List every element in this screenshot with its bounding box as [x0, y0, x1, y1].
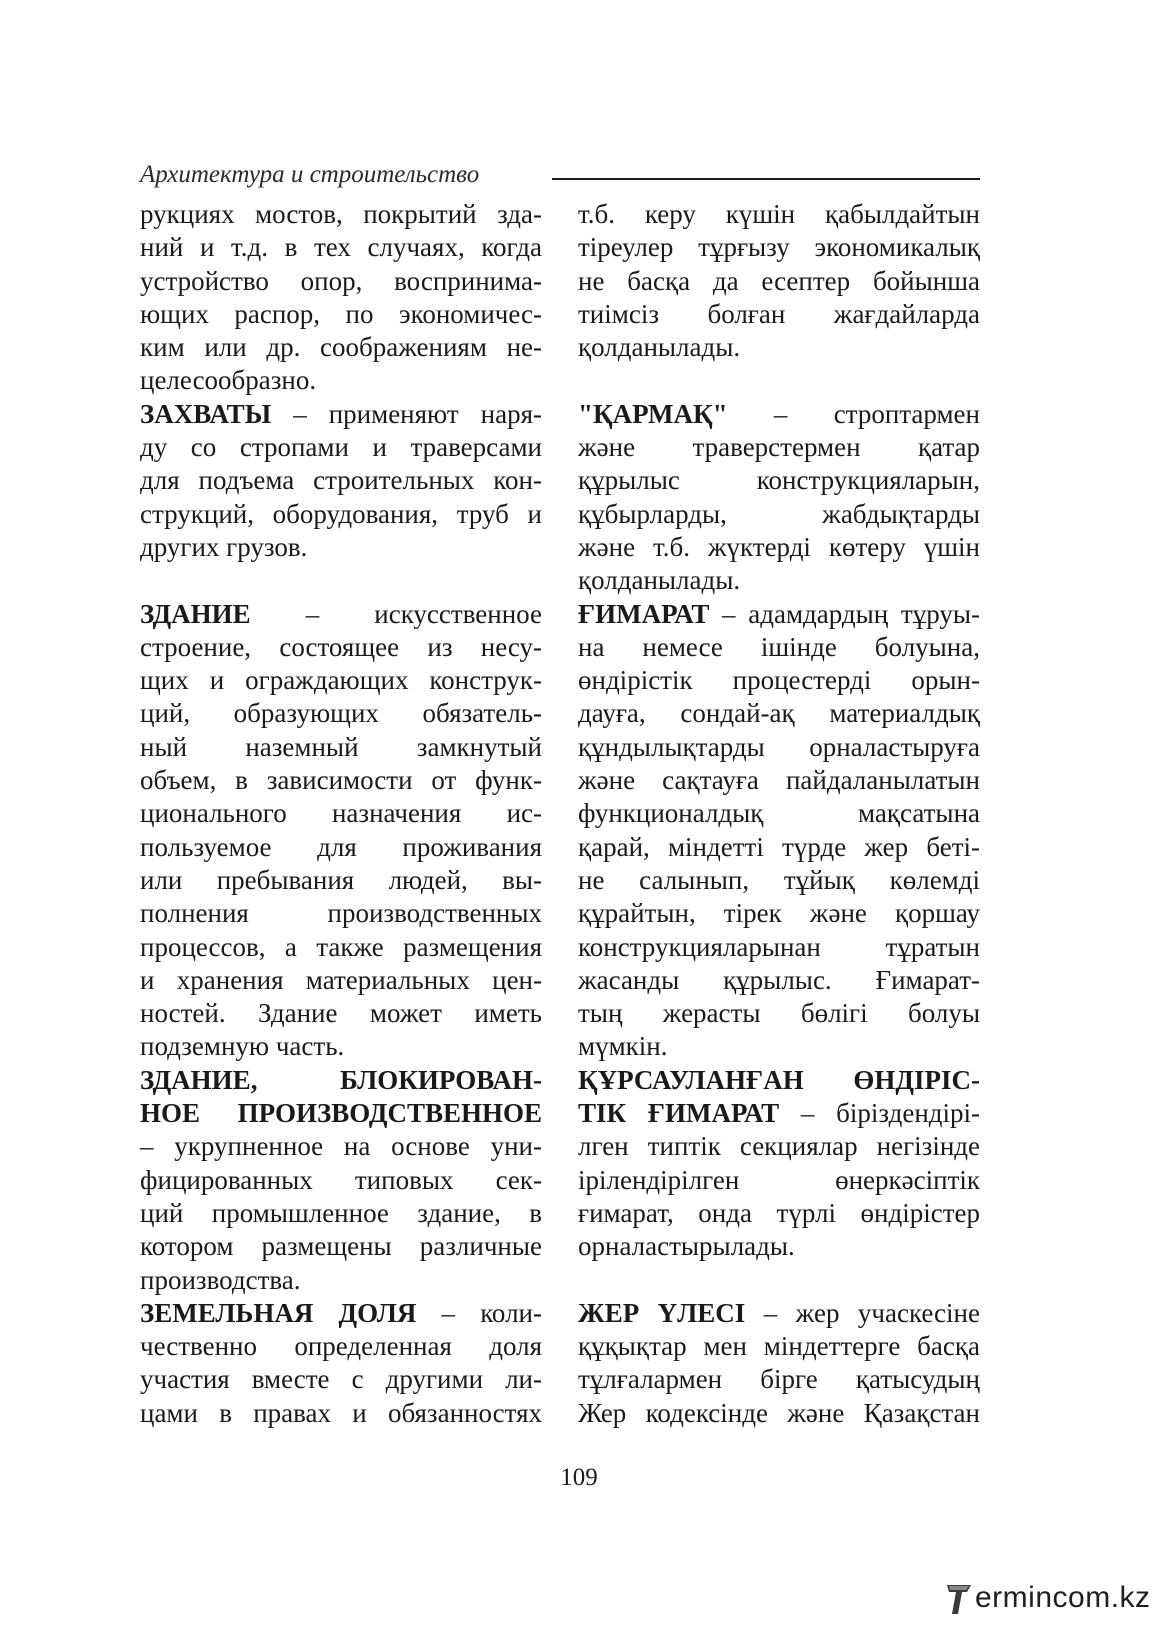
line-text: цами в правах и обязанностях	[140, 1397, 542, 1428]
line-text: струкций, оборудования, труб и	[140, 498, 542, 529]
text-line	[578, 797, 980, 830]
text-line	[140, 797, 542, 830]
line-text: қолданылады.	[578, 565, 741, 596]
text-line	[578, 964, 980, 997]
text-line	[140, 1030, 542, 1063]
running-header-title: Архитектура и строительство	[140, 161, 480, 188]
line-text: ностей. Здание может иметь	[140, 998, 542, 1029]
text-line	[578, 464, 980, 497]
text-line	[140, 997, 542, 1030]
line-text: ций промышленное здание, в	[140, 1197, 542, 1228]
line-text: и хранения материальных цен-	[140, 964, 542, 995]
text-line	[140, 598, 542, 631]
line-text: пользуемое для проживания	[140, 831, 542, 862]
text-line	[578, 498, 980, 531]
text-line	[578, 731, 980, 764]
watermark	[945, 1578, 1151, 1622]
text-line	[140, 1264, 542, 1297]
text-line	[140, 364, 542, 397]
text-line	[578, 1297, 980, 1330]
line-text: – укрупненное на основе уни-	[140, 1131, 542, 1162]
line-text: не салынып, тұйық көлемді	[578, 864, 980, 895]
term-heading: ТІК ҒИМАРАТ	[578, 1098, 780, 1129]
line-text: тұлғалармен бірге қатысудың	[578, 1364, 980, 1395]
text-line	[140, 498, 542, 531]
text-line	[578, 1363, 980, 1396]
line-text: құбырларды, жабдықтарды	[578, 498, 980, 529]
line-text: қолданылады.	[578, 332, 741, 363]
line-text: подземную часть.	[140, 1031, 345, 1062]
line-text: рукциях мостов, покрытий зда-	[140, 199, 542, 229]
line-text: өндірістік процестерді орын-	[578, 665, 980, 696]
paragraph-gap	[578, 1264, 980, 1297]
term-heading: "ҚАРМАҚ"	[578, 398, 728, 429]
term-heading: ҚҰРСАУЛАНҒАН ӨНДІРІС-	[578, 1064, 980, 1095]
line-text: устройство опор, воспринима-	[140, 265, 542, 296]
text-line	[140, 1330, 542, 1363]
text-line	[578, 1130, 980, 1163]
text-line	[578, 1097, 980, 1130]
text-line	[140, 1064, 542, 1097]
page-number: 109	[560, 1464, 598, 1491]
text-line	[140, 1230, 542, 1263]
text-line	[140, 531, 542, 564]
line-text: ций, образующих обязатель-	[140, 698, 542, 729]
running-header	[140, 158, 980, 198]
line-text: құрайтын, тірек және қоршау	[578, 898, 980, 929]
term-heading: ЗЕМЕЛЬНАЯ ДОЛЯ	[140, 1297, 417, 1328]
line-text: – искусственное	[250, 598, 542, 629]
line-text: котором размещены различные	[140, 1231, 542, 1262]
line-text: – коли-	[416, 1297, 542, 1328]
left-column	[140, 198, 542, 1430]
text-line	[578, 1030, 980, 1063]
text-line	[140, 631, 542, 664]
line-text: участия вместе с другими ли-	[140, 1364, 542, 1395]
line-text: ғимарат, онда түрлі өндірістер	[578, 1197, 980, 1228]
line-text: ный наземный замкнутый	[140, 731, 542, 762]
text-line	[140, 1363, 542, 1396]
line-text: дауға, сондай-ақ материалдық	[578, 698, 980, 729]
line-text: ірілендірілген өнеркәсіптік	[578, 1164, 980, 1195]
text-line	[578, 1064, 980, 1097]
line-text: фицированных типовых сек-	[140, 1164, 542, 1195]
text-line	[578, 664, 980, 697]
text-line	[578, 931, 980, 964]
line-text: Жер кодексінде және Қазақстан	[578, 1397, 980, 1428]
term-heading: ҒИМАРАТ	[578, 598, 710, 629]
line-text: – строптармен	[727, 398, 980, 429]
paragraph-gap	[140, 564, 542, 597]
text-line	[140, 431, 542, 464]
text-line	[578, 864, 980, 897]
line-text: других грузов.	[140, 531, 308, 562]
line-text: және траверстермен қатар	[578, 432, 980, 463]
line-text: тың жерасты бөлігі болуы	[578, 998, 980, 1029]
text-line	[140, 1397, 542, 1430]
line-text: функционалдық мақсатына	[578, 798, 980, 829]
text-line	[140, 864, 542, 897]
text-line	[140, 398, 542, 431]
text-line	[578, 431, 980, 464]
line-text: для подъема строительных кон-	[140, 465, 542, 496]
text-line	[578, 231, 980, 264]
text-line	[578, 531, 980, 564]
text-line	[140, 764, 542, 797]
line-text: чественно определенная доля	[140, 1331, 542, 1362]
text-line	[578, 1230, 980, 1263]
line-text: т.б. керу күшін қабылдайтын	[578, 199, 980, 229]
text-line	[140, 265, 542, 298]
line-text: құндылықтарды орналастыруға	[578, 731, 980, 762]
watermark-text: ermincom.kz	[975, 1581, 1151, 1614]
line-text: құқықтар мен міндеттерге басқа	[578, 1331, 980, 1362]
line-text: конструкцияларынан тұратын	[578, 931, 980, 962]
line-text: – применяют наря-	[271, 398, 542, 429]
text-line	[140, 697, 542, 730]
line-text: ким или др. соображениям не-	[140, 332, 542, 363]
line-text: мүмкін.	[578, 1031, 668, 1062]
text-line	[140, 1297, 542, 1330]
text-line	[578, 265, 980, 298]
line-text: тіреулер тұрғызу экономикалық	[578, 232, 980, 263]
term-heading: ЗАХВАТЫ	[140, 398, 272, 429]
text-line	[578, 697, 980, 730]
text-line	[578, 598, 980, 631]
line-text: жасанды құрылыс. Ғимарат-	[578, 964, 980, 995]
text-line	[578, 1397, 980, 1430]
line-text: на немесе ішінде болуына,	[578, 631, 980, 662]
line-text: ющих распор, по экономичес-	[140, 298, 542, 329]
line-text: – біріздендірі-	[779, 1098, 980, 1129]
term-heading: ЗДАНИЕ	[140, 598, 251, 629]
term-heading: НОЕ ПРОИЗВОДСТВЕННОЕ	[140, 1098, 542, 1129]
text-line	[140, 1197, 542, 1230]
text-line	[578, 831, 980, 864]
text-line	[140, 1164, 542, 1197]
line-text: құрылыс конструкцияларын,	[578, 465, 980, 496]
text-line	[140, 298, 542, 331]
term-heading: ЖЕР ҮЛЕСІ	[578, 1297, 746, 1328]
text-line	[140, 464, 542, 497]
line-text: және т.б. жүктерді көтеру үшін	[578, 531, 980, 562]
text-line	[140, 331, 542, 364]
text-line	[578, 1197, 980, 1230]
text-line	[140, 664, 542, 697]
text-line	[578, 1164, 980, 1197]
right-column	[578, 198, 980, 1430]
text-line	[140, 831, 542, 864]
line-text: процессов, а также размещения	[140, 931, 542, 962]
text-line	[578, 398, 980, 431]
text-line	[140, 198, 542, 231]
paragraph-gap	[578, 364, 980, 397]
line-text: – жер учаскесіне	[745, 1297, 980, 1328]
text-line	[578, 331, 980, 364]
line-text: объем, в зависимости от функ-	[140, 765, 542, 796]
text-line	[578, 764, 980, 797]
line-text: целесообразно.	[140, 365, 317, 396]
line-text: қарай, міндетті түрде жер беті-	[578, 831, 980, 862]
line-text: және сақтауға пайдаланылатын	[578, 765, 980, 796]
line-text: щих и ограждающих конструк-	[140, 665, 542, 696]
text-line	[578, 1330, 980, 1363]
text-line	[578, 997, 980, 1030]
line-text: строение, состоящее из несу-	[140, 631, 542, 662]
line-text: или пребывания людей, вы-	[140, 864, 542, 895]
line-text: тиімсіз болған жағдайларда	[578, 298, 980, 329]
text-line	[140, 931, 542, 964]
text-line	[140, 731, 542, 764]
terminkom-t-logo-icon	[945, 1582, 973, 1616]
text-line	[578, 631, 980, 664]
line-text: ционального назначения ис-	[140, 798, 542, 829]
line-text: полнения производственных	[140, 898, 542, 929]
line-text: производства.	[140, 1264, 301, 1295]
text-line	[140, 964, 542, 997]
text-line	[140, 897, 542, 930]
line-text: – адамдардың тұруы-	[709, 598, 980, 629]
term-heading: ЗДАНИЕ, БЛОКИРОВАН-	[140, 1064, 542, 1095]
text-line	[578, 897, 980, 930]
text-line	[578, 198, 980, 231]
text-line	[578, 298, 980, 331]
text-line	[140, 1097, 542, 1130]
line-text: лген типтік секциялар негізінде	[578, 1131, 980, 1162]
line-text: ний и т.д. в тех случаях, когда	[140, 232, 542, 263]
line-text: орналастырылады.	[578, 1231, 795, 1262]
text-line	[578, 564, 980, 597]
text-line	[140, 1130, 542, 1163]
line-text: не басқа да есептер бойынша	[578, 265, 980, 296]
text-line	[140, 231, 542, 264]
line-text: ду со стропами и траверсами	[140, 432, 542, 463]
header-rule	[552, 178, 980, 180]
